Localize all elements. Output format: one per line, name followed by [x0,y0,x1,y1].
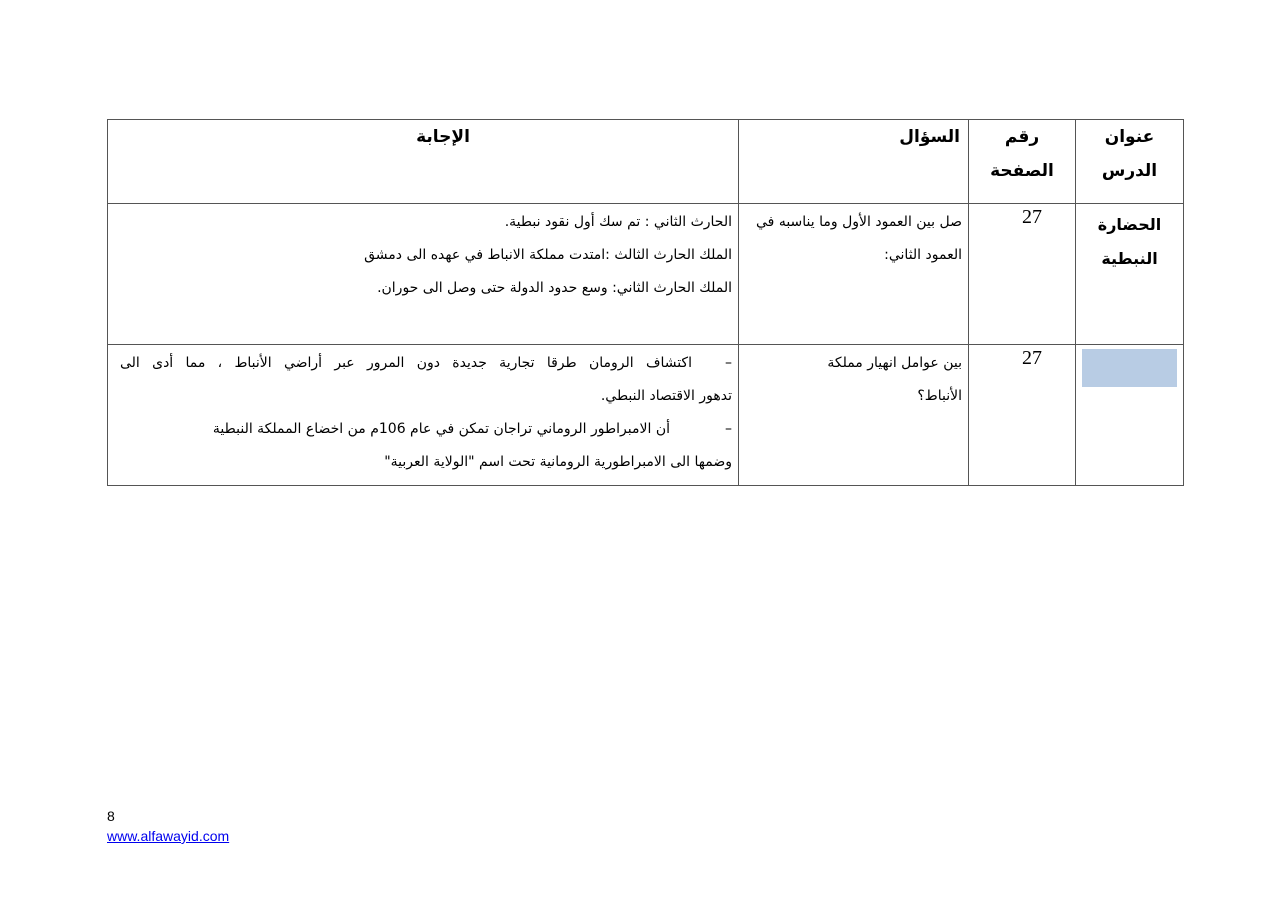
bullet-dash: – [725,355,732,371]
bullet-text: أن الامبراطور الروماني تراجان تمكن في عام 106م من اخضاع المملكة النبطية [212,421,670,437]
page-number-cell [969,204,1076,345]
header-lesson-title-text: عنوان الدرس [1101,127,1158,181]
bullet-line-1a [108,347,738,380]
answer-line: الملك الحارث الثالث :امتدت مملكة الانباط في عهده الى دمشق [364,247,732,263]
header-page-number [969,120,1076,204]
bullet-line-2b: وضمها الى الامبراطورية الرومانية تحت اسم "الولاية العربية" [384,454,732,470]
footer-page-number: 8 [107,808,115,824]
header-lesson-title [1076,120,1184,204]
table-row [108,345,1184,486]
header-answer [108,120,739,204]
highlighted-empty-cell [1082,349,1177,387]
answer-bullets [108,345,738,479]
page-number: 27 [1022,206,1042,228]
bullet-line-2a [108,413,738,446]
lesson-table [107,119,1184,486]
page-number: 27 [1022,347,1042,369]
question-text: صل بين العمود الأول وما يناسبه في العمود الثاني: [756,214,962,263]
header-row [108,120,1184,204]
header-question [739,120,969,204]
footer-website-link[interactable]: www.alfawayid.com [107,828,230,844]
bullet-line-1b: تدهور الاقتصاد النبطي. [600,388,732,404]
lesson-title-cell [1076,345,1184,486]
question-cell [739,345,969,486]
question-cell [739,204,969,345]
header-page-number-text: رقم الصفحة [990,127,1054,181]
lesson-title-cell [1076,204,1184,345]
answer-line: الحارث الثاني : تم سك أول نقود نبطية. [504,214,732,230]
answer-line: الملك الحارث الثاني: وسع حدود الدولة حتى وصل الى حوران. [377,280,732,296]
bullet-text: اكتشاف الرومان طرقا تجارية جديدة دون المرور عبر أراضي الأنباط ، مما أدى الى [120,355,692,371]
answer-cell [108,345,739,486]
answer-list [108,204,738,305]
bullet-dash: – [725,421,732,437]
lesson-title: الحضارة النبطية [1097,215,1162,268]
page-number-cell [969,345,1076,486]
table-row [108,204,1184,345]
answer-cell [108,204,739,345]
header-question-text: السؤال [899,127,960,147]
question-text: بين عوامل انهيار مملكة الأنباط؟ [827,355,962,404]
header-answer-text: الإجابة [416,127,470,147]
